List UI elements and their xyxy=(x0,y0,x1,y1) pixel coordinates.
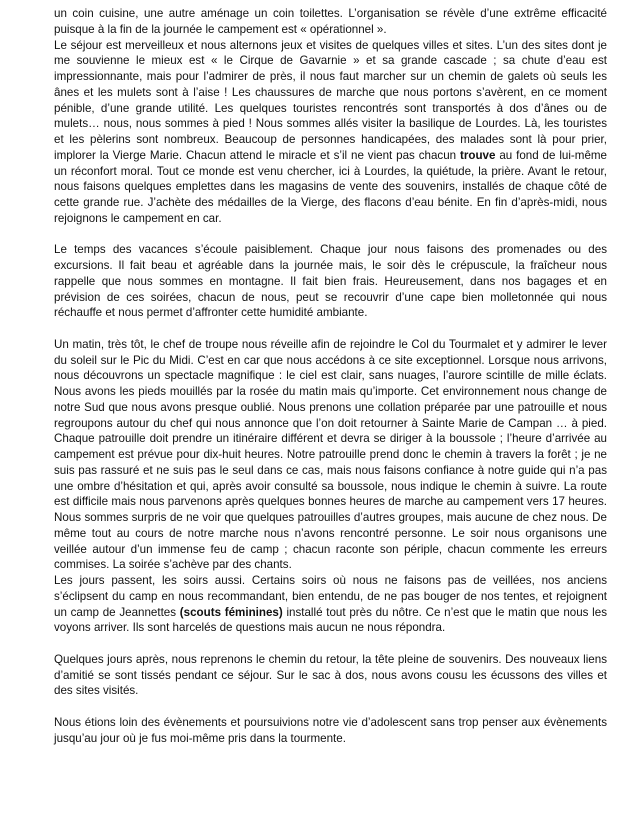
paragraph-retour xyxy=(54,652,607,699)
paragraph-jeannettes xyxy=(54,573,607,636)
text-segment: Quelques jours après, nous reprenons le chemin du retour, la tête pleine de souvenirs. Des nouveaux liens d’amitié se sont tissés pendant ce séjour. Sur le sac à dos, nous avons cousu les écussons des villes et des sites visités. xyxy=(54,652,607,698)
paragraph-tourmente xyxy=(54,715,607,747)
text-segment: Les jours passent, les soirs aussi. Certains soirs où nous ne faisons pas de veillées, nos anciens s’éclipsent du camp en nous recommandant, bien entendu, de ne pas bouger de nos tentes, et rejoignent un camp de Jeannettes xyxy=(54,574,607,619)
text-segment: Le séjour est merveilleux et nous alternons jeux et visites de quelques villes et sites. L’un des sites dont je me souvienne le mieux est « le Cirque de Gavarnie » et sa grande cascade ; sa chute d’eau est impressionnante, mais pour l’admirer de près, il nous faut marcher sur un chemin de galets où seuls les ânes et les mulets sont à l’aise ! Les chaussures de marche que nous portons s’avèrent, en ce moment pénible, d’une grande utilité. Les quelques touristes rencontrés sont transportés à dos d’ânes ou de mulets… nous, nous sommes à pied ! Nous sommes allés visiter la basilique de Lourdes. Là, les touristes et les pèlerins sont nombreux. Beaucoup de personnes handicapées, des malades sont là pour prier, implorer la Vierge Marie. Chacun attend le miracle et s’il ne vient pas chacun xyxy=(54,38,607,162)
text-segment: Un matin, très tôt, le chef de troupe nous réveille afin de rejoindre le Col du Tourmalet et y admirer le lever du soleil sur le Pic du Midi. C’est en car que nous accédons à ce site exceptionnel. Lorsque nous arrivons, nous découvrons un spectacle magnifique : le ciel est clair, sans nuages, l’aurore scintille de mille éclats. Nous avons les pieds mouillés par la rosée du matin mais qu’importe. Cet environnement nous change de notre Sud que nous avons presque oublié. Nous prenons une collation préparée par une patrouille et nous regroupons autour du chef qui nous annonce que l’on doit retourner à Sainte Marie de Campan … à pied. Chaque patrouille doit prendre un itinéraire différent et devra se diriger à la boussole ; l’heure d’arrivée au campement est prévue pour dix-huit heures. Notre patrouille prend donc le chemin à travers la forêt ; je ne suis pas rassuré et ne suis pas le seul dans ce cas, mais nous faisons confiance à notre guide qui n’a pas une ombre d’hésitation et qui, après avoir consulté sa boussole, nous indique le chemin à suivre. La route est difficile mais nous parvenons après quelques bonnes heures de marche au campement vers 17 heures. Nous sommes surpris de ne voir que quelques patrouilles d’autres groupes, mais aucune de chez nous. De même tout au cours de notre marche nous n’avons rencontré personne. Le soir nous organisons une veillée autour d’un immense feu de camp ; chacun raconte son périple, chacun commente les erreurs commises. La soirée s’achève par des chants. xyxy=(54,337,607,572)
paragraph-gavarnie-lourdes xyxy=(54,38,607,227)
paragraph-tourmalet xyxy=(54,337,607,573)
text-segment: installé tout près du nôtre. Ce n’est que le matin que nous les voyons arriver. Ils sont harcelés de questions mais aucun ne nous répondra. xyxy=(54,605,608,635)
paragraph-vacances xyxy=(54,242,607,321)
text-segment: Nous étions loin des évènements et poursuivions notre vie d’adolescent sans trop penser aux évènements jusqu’au jour où je fus moi-même pris dans la tourmente. xyxy=(54,715,607,745)
text-segment: un coin cuisine, une autre aménage un coin toilettes. L’organisation se révèle d’une extrême efficacité puisque à la fin de la journée le campement est « opérationnel ». xyxy=(54,7,607,36)
text-segment: Le temps des vacances s’écoule paisiblement. Chaque jour nous faisons des promenades ou des excursions. Il fait beau et agréable dans la journée mais, le soir dès le crépuscule, la fraîcheur nous rappelle que nous sommes en montagne. Il fait bien frais. Heureusement, dans nos bagages et en prévision de ces soirées, chacun de nous, peut se recouvrir d’une cape bien molletonnée qui nous réchauffe et nous permet d’affronter cette humidité ambiante. xyxy=(54,243,607,320)
bold-text: (scouts féminines) xyxy=(179,605,283,619)
text-segment: au fond de lui-même un réconfort moral. Tout ce monde est venu chercher, ici à Lourdes, la quiétude, la prière. Avant le retour, nous faisons quelques emplettes dans les magasins de vente des souvenirs, installés de chaque côté de cette grande rue. J’achète des médailles de la Vierge, des flacons d’eau bénite. En fin d’après-midi, nous rejoignons le campement en car. xyxy=(54,148,607,225)
bold-text: trouve xyxy=(460,148,496,162)
paragraph-campement xyxy=(54,6,607,38)
